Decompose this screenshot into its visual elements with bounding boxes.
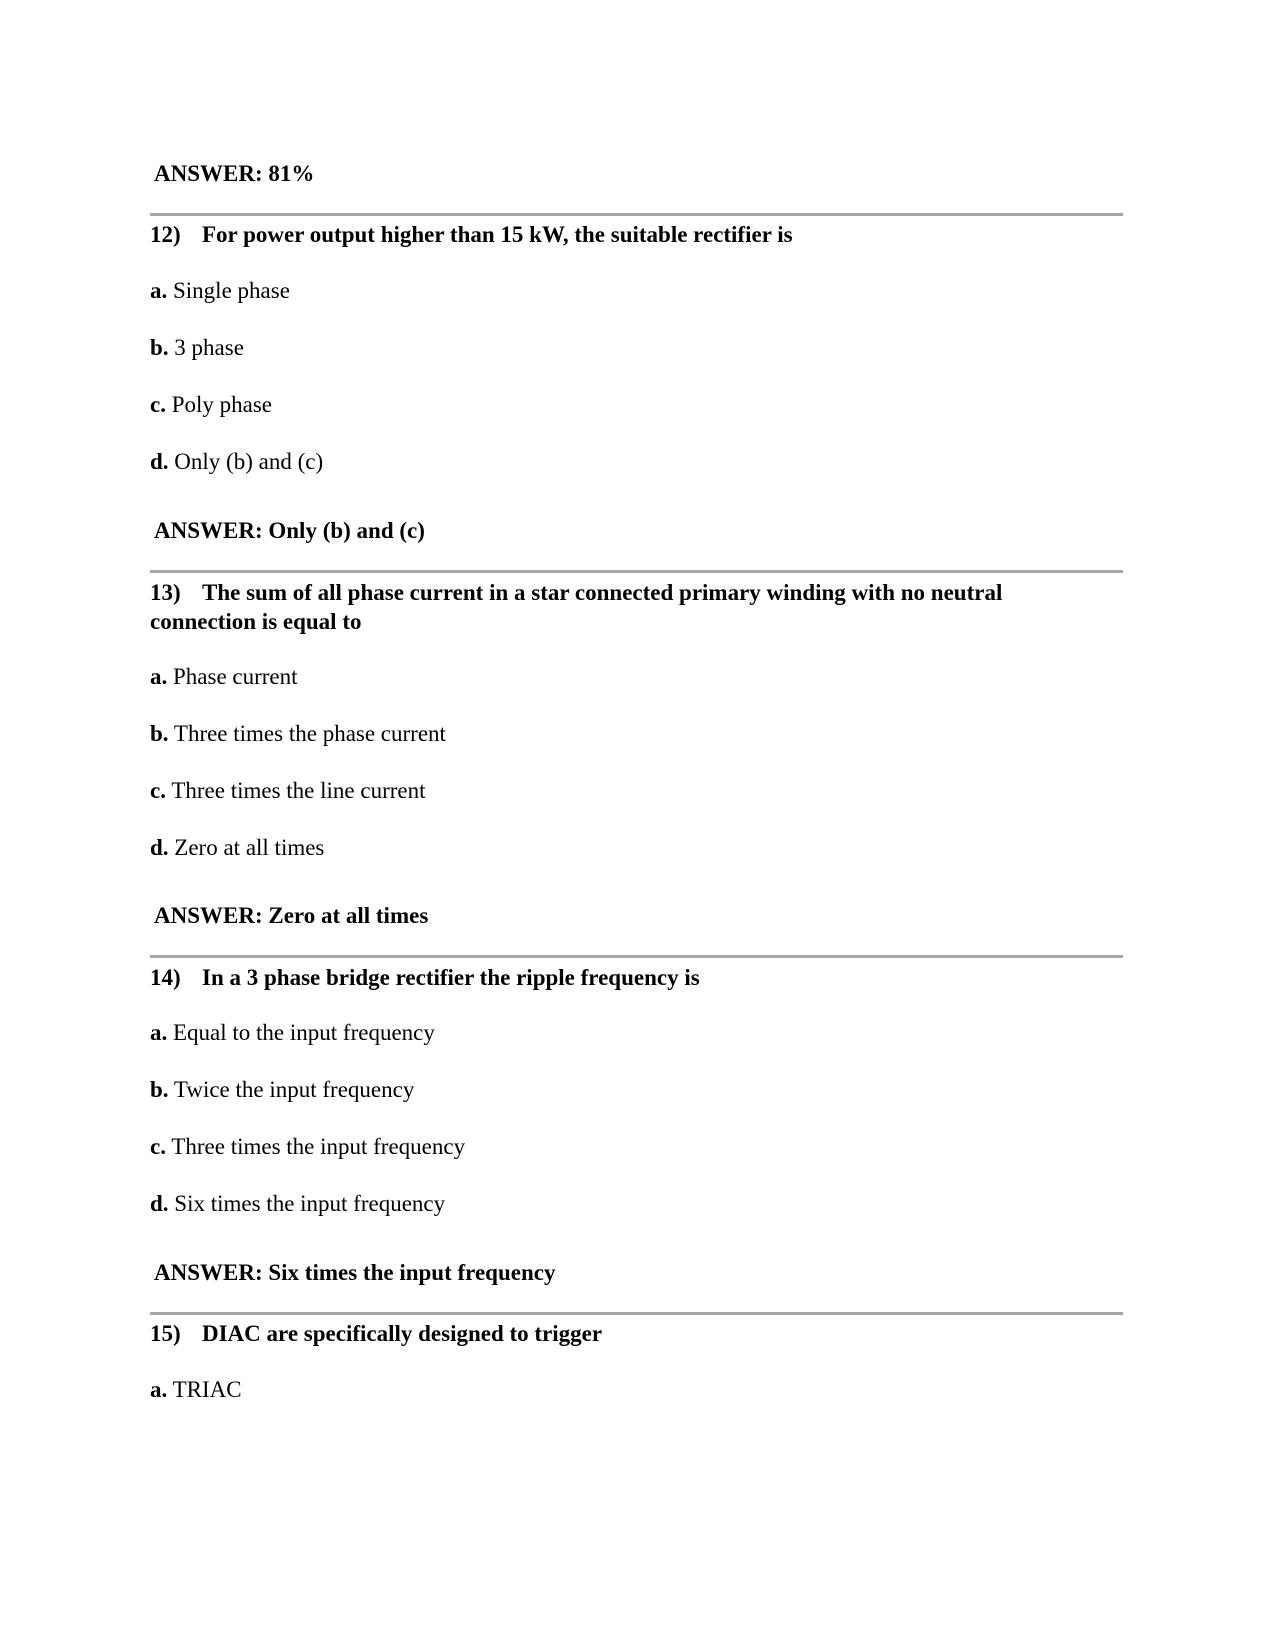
option-12-a (150, 278, 290, 304)
divider (150, 213, 1123, 216)
divider (150, 1312, 1123, 1315)
option-text: Three times the phase current (173, 721, 446, 746)
question-number: 13) (150, 580, 181, 605)
option-text: Equal to the input frequency (173, 1020, 435, 1045)
option-letter: d. (150, 835, 169, 860)
question-14 (150, 963, 700, 992)
option-14-a (150, 1020, 435, 1046)
option-letter: d. (150, 1191, 169, 1216)
option-letter: a. (150, 278, 168, 303)
option-12-b (150, 335, 244, 361)
question-text: In a 3 phase bridge rectifier the ripple frequency is (202, 965, 700, 990)
question-number: 15) (150, 1321, 181, 1346)
option-12-d (150, 449, 323, 475)
option-letter: b. (150, 1077, 169, 1102)
answer-11: ANSWER: 81% (154, 161, 315, 186)
option-13-c (150, 778, 425, 804)
option-13-b (150, 721, 446, 747)
option-text: Six times the input frequency (174, 1191, 446, 1216)
option-13-d (150, 835, 324, 861)
option-text: Twice the input frequency (173, 1077, 415, 1102)
divider (150, 955, 1123, 958)
option-text: TRIAC (172, 1377, 242, 1402)
option-text: Phase current (173, 664, 298, 689)
option-letter: b. (150, 335, 169, 360)
option-12-c (150, 392, 272, 418)
option-letter: a. (150, 664, 168, 689)
option-letter: c. (150, 1134, 166, 1159)
option-letter: a. (150, 1020, 168, 1045)
option-13-a (150, 664, 298, 690)
question-15 (150, 1319, 602, 1348)
option-text: Three times the input frequency (171, 1134, 466, 1159)
option-15-a (150, 1377, 242, 1403)
question-text: For power output higher than 15 kW, the suitable rectifier is (202, 222, 793, 247)
option-letter: d. (150, 449, 169, 474)
option-text: Poly phase (171, 392, 273, 417)
question-text-line1: The sum of all phase current in a star connected primary winding with no neutral (202, 580, 1003, 605)
answer-14: ANSWER: Six times the input frequency (154, 1260, 556, 1285)
question-text: DIAC are specifically designed to trigger (202, 1321, 603, 1346)
option-text: Only (b) and (c) (174, 449, 324, 474)
option-letter: b. (150, 721, 169, 746)
option-letter: a. (150, 1377, 168, 1402)
option-letter: c. (150, 778, 166, 803)
answer-13: ANSWER: Zero at all times (154, 903, 429, 928)
option-text: Three times the line current (171, 778, 426, 803)
answer-12: ANSWER: Only (b) and (c) (154, 518, 425, 543)
option-14-c (150, 1134, 465, 1160)
question-number: 14) (150, 965, 181, 990)
option-14-d (150, 1191, 445, 1217)
option-text: Single phase (173, 278, 290, 303)
question-12 (150, 220, 793, 249)
question-number: 12) (150, 222, 181, 247)
option-letter: c. (150, 392, 166, 417)
option-14-b (150, 1077, 414, 1103)
question-13-line2: connection is equal to (150, 609, 362, 634)
divider (150, 570, 1123, 573)
question-13 (150, 578, 1002, 607)
option-text: 3 phase (174, 335, 244, 360)
option-text: Zero at all times (174, 835, 325, 860)
